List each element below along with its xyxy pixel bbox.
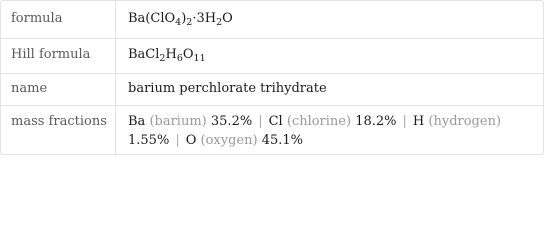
label-cell: [1, 39, 115, 73]
row-hill-formula: [1, 38, 543, 73]
mass-fractions-line-1: [128, 114, 501, 129]
formula-value: $Ba(ClO_4)_2\cdot 3H_2O$: [128, 11, 233, 28]
row-mass-fractions: [1, 105, 543, 156]
label-cell: [1, 106, 115, 156]
row-formula: [1, 1, 543, 38]
element-fraction: Cl (chlorine) 18.2%: [268, 114, 397, 129]
label-cell: [1, 74, 115, 105]
element-fraction: Ba (barium) 35.2%: [128, 114, 253, 129]
name-label: name: [11, 81, 48, 96]
hill-formula-label: Hill formula: [11, 47, 91, 62]
element-fraction: H (hydrogen): [412, 114, 502, 129]
row-name: [1, 73, 543, 105]
separator: |: [402, 114, 407, 129]
value-cell: [115, 39, 543, 73]
value-cell: [115, 1, 543, 38]
hill-formula-value: $BaCl_2H_6O_{11}$: [128, 47, 206, 64]
element-fraction: O (oxygen) 45.1%: [185, 133, 304, 148]
value-cell: [115, 106, 543, 156]
value-cell: [115, 74, 543, 105]
formula-label: formula: [11, 11, 63, 26]
name-value: barium perchlorate trihydrate: [128, 81, 327, 96]
label-cell: [1, 1, 115, 38]
element-fraction-value: 1.55%: [128, 133, 170, 148]
separator: |: [175, 133, 180, 148]
mass-fractions-label: mass fractions: [11, 114, 107, 129]
separator: |: [258, 114, 263, 129]
mass-fractions-line-2: [128, 133, 303, 148]
